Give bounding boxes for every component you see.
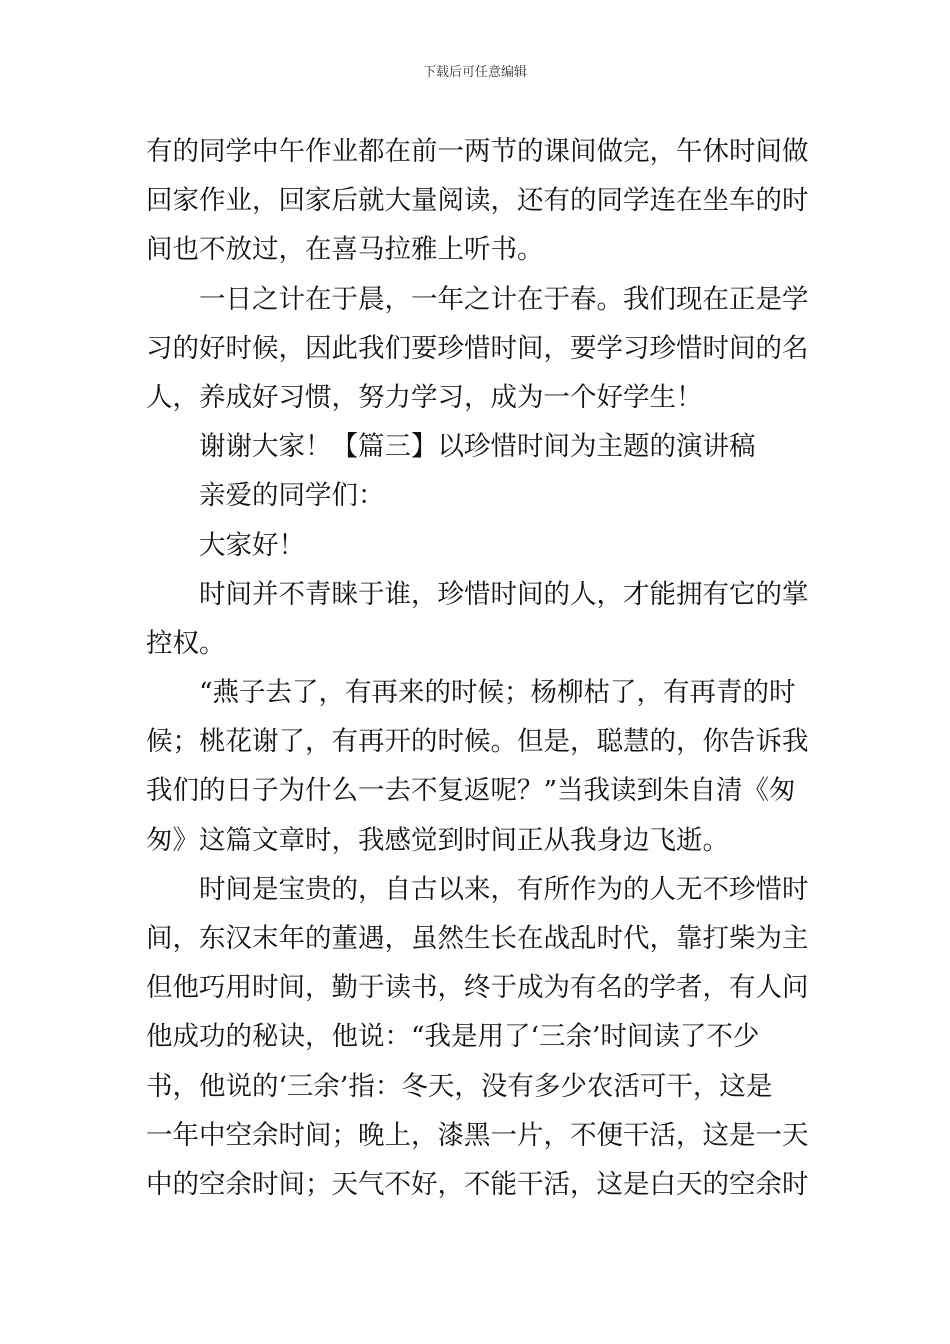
text-line: 习的好时候，因此我们要珍惜时间，要学习珍惜时间的名 bbox=[146, 332, 809, 364]
text-line: 但他巧用时间，勤于读书，终于成为有名的学者，有人问 bbox=[146, 972, 809, 1004]
text-line: 人，养成好习惯，努力学习，成为一个好学生！ bbox=[146, 381, 703, 413]
text-line: 回家作业，回家后就大量阅读，还有的同学连在坐车的时 bbox=[146, 185, 809, 217]
text-line: 一年中空余时间；晚上，漆黑一片，不便干活，这是一天 bbox=[146, 1119, 809, 1151]
text-line: 亲爱的同学们： bbox=[199, 480, 385, 512]
text-line: 我们的日子为什么一去不复返呢？”当我读到朱自清《匆 bbox=[146, 775, 796, 807]
text-line: 候；桃花谢了，有再开的时候。但是，聪慧的，你告诉我 bbox=[146, 726, 809, 758]
text-line: 有的同学中午作业都在前一两节的课间做完，午休时间做 bbox=[146, 136, 809, 167]
document-body bbox=[146, 127, 810, 1209]
text-line: 他成功的秘诀，他说：“我是用了‘三余’时间读了不少 bbox=[146, 1021, 760, 1053]
text-line: 时间是宝贵的，自古以来，有所作为的人无不珍惜时 bbox=[199, 873, 809, 905]
page-header-note: 下载后可任意编辑 bbox=[422, 65, 527, 80]
text-line: 书，他说的‘三余’指：冬天，没有多少农活可干，这是 bbox=[146, 1070, 773, 1102]
text-line: 一日之计在于晨，一年之计在于春。我们现在正是学 bbox=[199, 283, 809, 315]
text-line: “燕子去了，有再来的时候；杨柳枯了，有再青的时 bbox=[199, 677, 796, 709]
text-line: 控权。 bbox=[146, 627, 226, 659]
text-line: 间也不放过，在喜马拉雅上听书。 bbox=[146, 234, 544, 266]
text-line: 时间并不青睐于谁，珍惜时间的人，才能拥有它的掌 bbox=[199, 578, 809, 610]
text-line: 间，东汉末年的董遇，虽然生长在战乱时代，靠打柴为主 bbox=[146, 923, 809, 954]
text-line: 中的空余时间；天气不好，不能干活，这是白天的空余时 bbox=[146, 1168, 809, 1200]
text-line: 大家好！ bbox=[199, 529, 305, 561]
text-line: 匆》这篇文章时，我感觉到时间正从我身边飞逝。 bbox=[146, 824, 729, 856]
text-line: 谢谢大家！【篇三】以珍惜时间为主题的演讲稿 bbox=[199, 431, 756, 463]
